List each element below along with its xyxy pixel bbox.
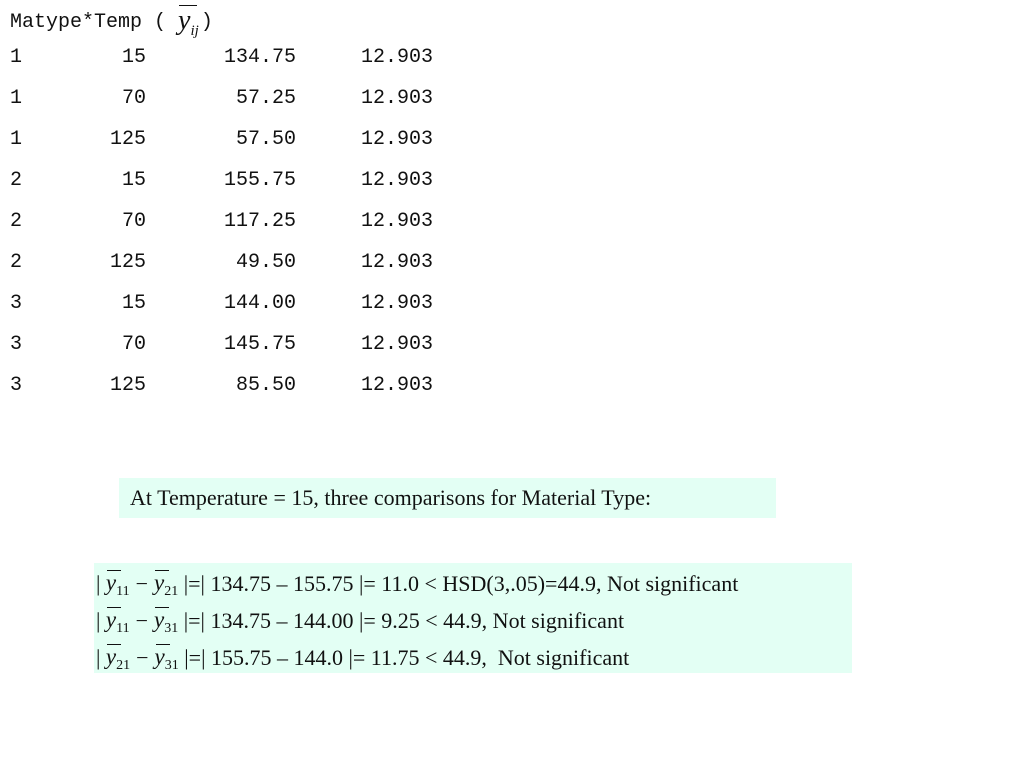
comparison-note bbox=[119, 478, 776, 518]
temp-cell: 125 bbox=[109, 128, 146, 151]
y-bar-term bbox=[106, 643, 130, 673]
mean-cell: 134.75 bbox=[223, 46, 296, 69]
overbar bbox=[179, 5, 197, 6]
stderr-cell: 12.903 bbox=[360, 374, 433, 397]
header-symbol: y bbox=[178, 5, 191, 36]
y-bar-term bbox=[154, 606, 178, 636]
abs-open: | bbox=[96, 607, 106, 633]
overbar bbox=[107, 644, 121, 645]
y-subscript: 31 bbox=[164, 620, 179, 636]
temp-cell: 15 bbox=[121, 292, 146, 315]
matype-cell: 3 bbox=[10, 292, 23, 315]
temp-cell: 125 bbox=[109, 374, 146, 397]
matype-cell: 2 bbox=[10, 210, 23, 233]
comparison-note-text: At Temperature = 15, three comparisons for Material Type: bbox=[130, 485, 652, 510]
table-row bbox=[10, 331, 433, 372]
y-symbol: y bbox=[105, 569, 117, 595]
comparisons-box bbox=[94, 563, 852, 673]
matype-cell: 1 bbox=[10, 46, 23, 69]
y-subscript: 11 bbox=[116, 620, 130, 636]
y-bar-term bbox=[155, 643, 179, 673]
overbar bbox=[107, 570, 121, 571]
stderr-cell: 12.903 bbox=[360, 128, 433, 151]
matype-cell: 2 bbox=[10, 169, 23, 192]
stderr-cell: 12.903 bbox=[360, 333, 433, 356]
abs-open: | bbox=[96, 570, 106, 596]
y-bar-term bbox=[154, 569, 178, 599]
comparison-result: |=| 134.75 – 155.75 |= 11.0 < HSD(3,.05)=44.9, Not significant bbox=[178, 570, 739, 596]
mean-cell: 145.75 bbox=[223, 333, 296, 356]
table-row bbox=[10, 208, 433, 249]
y-symbol: y bbox=[154, 643, 165, 669]
stderr-cell: 12.903 bbox=[360, 46, 433, 69]
temp-cell: 70 bbox=[121, 87, 146, 110]
comparison-result: |=| 155.75 – 144.0 |= 11.75 < 44.9, Not significant bbox=[178, 644, 630, 670]
y-bar-ij-symbol bbox=[178, 5, 199, 39]
mean-cell: 85.50 bbox=[235, 374, 296, 397]
matype-cell: 3 bbox=[10, 333, 23, 356]
matype-cell: 1 bbox=[10, 87, 23, 110]
y-subscript: 21 bbox=[116, 657, 131, 673]
table-row bbox=[10, 290, 433, 331]
temp-cell: 15 bbox=[121, 169, 146, 192]
stderr-cell: 12.903 bbox=[360, 292, 433, 315]
comparison-line bbox=[96, 639, 852, 676]
y-subscript: 21 bbox=[164, 583, 179, 599]
table-header bbox=[10, 4, 213, 40]
stderr-cell: 12.903 bbox=[360, 87, 433, 110]
temp-cell: 15 bbox=[121, 46, 146, 69]
y-symbol: y bbox=[105, 643, 117, 669]
matype-cell: 1 bbox=[10, 128, 23, 151]
temp-cell: 70 bbox=[121, 333, 146, 356]
table-row bbox=[10, 249, 433, 290]
table-row bbox=[10, 167, 433, 208]
mean-cell: 117.25 bbox=[223, 210, 296, 233]
overbar bbox=[107, 607, 121, 608]
overbar bbox=[155, 570, 169, 571]
mean-cell: 49.50 bbox=[235, 251, 296, 274]
header-subscript: ij bbox=[190, 23, 199, 39]
overbar bbox=[155, 607, 169, 608]
y-subscript: 11 bbox=[116, 583, 130, 599]
table-row bbox=[10, 372, 433, 413]
y-bar-term bbox=[106, 606, 130, 636]
header-label: Matype*Temp ( bbox=[10, 10, 179, 34]
stderr-cell: 12.903 bbox=[360, 251, 433, 274]
matype-cell: 3 bbox=[10, 374, 23, 397]
stderr-cell: 12.903 bbox=[360, 169, 433, 192]
minus-sign: − bbox=[136, 644, 149, 670]
y-bar-term bbox=[106, 569, 130, 599]
y-symbol: y bbox=[154, 569, 165, 595]
comparison-line bbox=[96, 565, 852, 602]
mean-cell: 155.75 bbox=[223, 169, 296, 192]
table-row bbox=[10, 44, 433, 85]
comparison-result: |=| 134.75 – 144.00 |= 9.25 < 44.9, Not significant bbox=[178, 607, 625, 633]
stderr-cell: 12.903 bbox=[360, 210, 433, 233]
y-symbol: y bbox=[154, 606, 165, 632]
table-row bbox=[10, 85, 433, 126]
y-subscript: 31 bbox=[164, 657, 179, 673]
abs-open: | bbox=[96, 644, 106, 670]
means-table bbox=[10, 44, 433, 413]
minus-sign: − bbox=[135, 607, 149, 633]
header-close: ) bbox=[200, 10, 213, 34]
matype-cell: 2 bbox=[10, 251, 23, 274]
table-row bbox=[10, 126, 433, 167]
temp-cell: 70 bbox=[121, 210, 146, 233]
comparison-line bbox=[96, 602, 852, 639]
mean-cell: 57.25 bbox=[235, 87, 296, 110]
y-symbol: y bbox=[105, 606, 117, 632]
mean-cell: 57.50 bbox=[235, 128, 296, 151]
temp-cell: 125 bbox=[109, 251, 146, 274]
mean-cell: 144.00 bbox=[223, 292, 296, 315]
overbar bbox=[156, 644, 170, 645]
minus-sign: − bbox=[135, 570, 149, 596]
